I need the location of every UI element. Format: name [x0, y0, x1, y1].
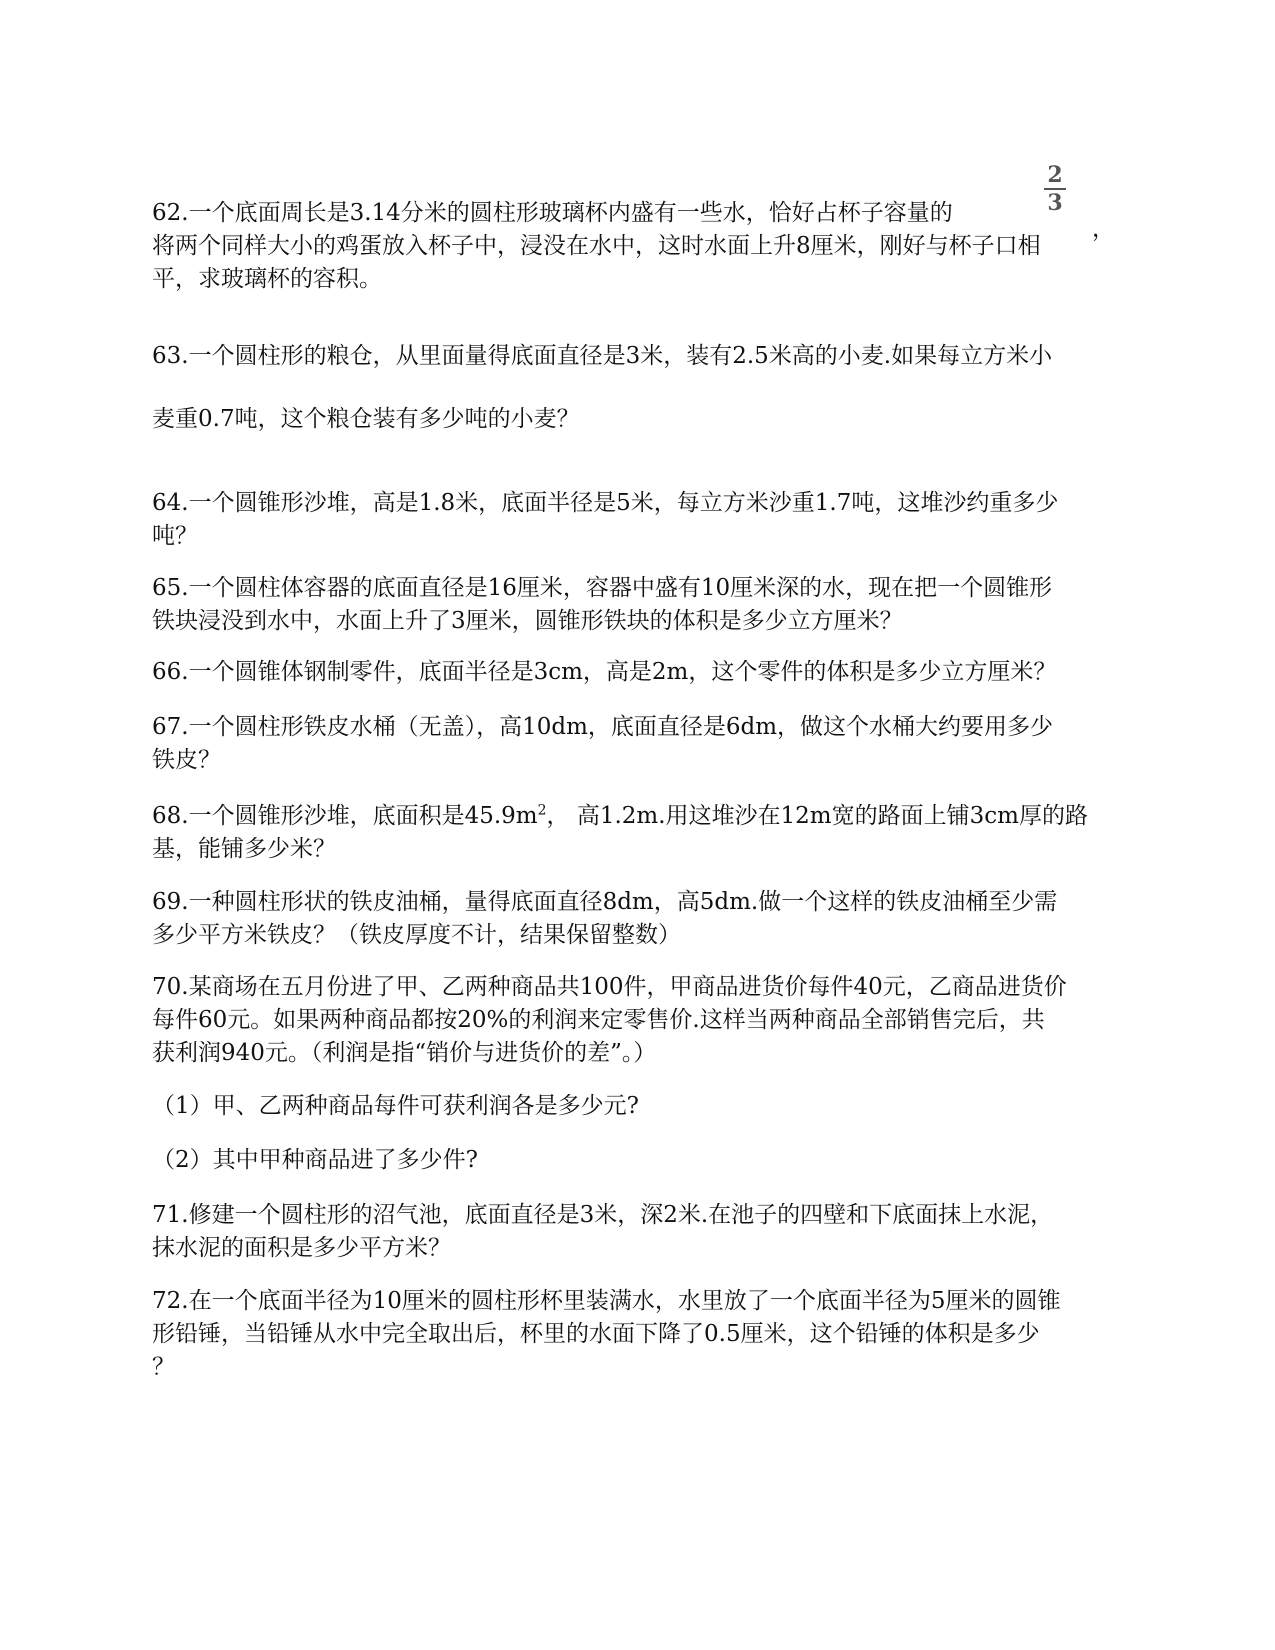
question-71-line-2: 抹水泥的面积是多少平方米？ [152, 1235, 451, 1261]
question-69 [152, 886, 1112, 952]
question-72-line-3: ？ [152, 1354, 175, 1380]
question-72-line-1: 72.在一个底面半径为10厘米的圆柱形杯里装满水，水里放了一个底面半径为5厘米的圆锥 [152, 1288, 1061, 1314]
question-68-line-2: 基，能铺多少米？ [152, 836, 336, 862]
question-71-line-1: 71.修建一个圆柱形的沼气池，底面直径是3米，深2米.在池子的四壁和下底面抹上水泥， [152, 1202, 1054, 1228]
superscript-two: 2 [537, 802, 547, 819]
question-69-line-1: 69.一种圆柱形状的铁皮油桶，量得底面直径8dm，高5dm.做一个这样的铁皮油桶至少需 [152, 889, 1058, 915]
question-65 [152, 572, 1112, 638]
question-66-line-1: 66.一个圆锥体钢制零件，底面半径是3cm，高是2m，这个零件的体积是多少立方厘米？ [152, 659, 1057, 685]
question-70-line-1: 70.某商场在五月份进了甲、乙两种商品共100件，甲商品进货价每件40元，乙商品进货价 [152, 974, 1067, 1000]
question-62-comma: ， [1092, 216, 1115, 242]
question-71 [152, 1199, 1112, 1265]
question-64-line-1: 64.一个圆锥形沙堆，高是1.8米，底面半径是5米，每立方米沙重1.7吨，这堆沙约重多少 [152, 490, 1059, 516]
question-67-line-2: 铁皮？ [152, 747, 221, 773]
question-70-line-2: 每件60元。如果两种商品都按20%的利润来定零售价.这样当两种商品全部销售完后，共 [152, 1007, 1045, 1033]
question-64-line-2: 吨？ [152, 523, 198, 549]
question-67 [152, 711, 1112, 777]
question-62 [152, 197, 1112, 296]
question-62-line-2: 将两个同样大小的鸡蛋放入杯子中，浸没在水中，这时水面上升8厘米，刚好与杯子口相 [152, 233, 1041, 259]
question-66 [152, 656, 1112, 689]
question-63-line-1: 63.一个圆柱形的粮仓，从里面量得底面直径是3米，装有2.5米高的小麦.如果每立方米小 [152, 343, 1053, 369]
question-65-line-2: 铁块浸没到水中，水面上升了3厘米，圆锥形铁块的体积是多少立方厘米？ [152, 608, 903, 634]
question-63-line-2: 麦重0.7吨，这个粮仓装有多少吨的小麦？ [152, 406, 580, 432]
question-72 [152, 1285, 1112, 1384]
fraction-numerator: 2 [1047, 162, 1063, 188]
question-68 [152, 800, 1112, 866]
question-64 [152, 487, 1112, 553]
question-68-line-1 [152, 800, 1112, 833]
question-70-line-3: 获利润940元。（利润是指“销价与进货价的差”。） [152, 1040, 657, 1066]
question-68-line-1-start: 68.一个圆锥形沙堆，底面积是45.9m [152, 803, 538, 829]
question-72-line-2: 形铅锤，当铅锤从水中完全取出后，杯里的水面下降了0.5厘米，这个铅锤的体积是多少 [152, 1321, 1040, 1347]
question-65-line-1: 65.一个圆柱体容器的底面直径是16厘米，容器中盛有10厘米深的水，现在把一个圆锥形 [152, 575, 1053, 601]
question-68-line-1-end: ， 高1.2m.用这堆沙在12m宽的路面上铺3cm厚的路 [546, 803, 1088, 829]
question-70-part-2: （2）其中甲种商品进了多少件? [152, 1147, 478, 1173]
fraction-denominator: 3 [1047, 190, 1063, 216]
question-70-part-1: （1）甲、乙两种商品每件可获利润各是多少元? [152, 1093, 639, 1119]
question-63 [152, 340, 1112, 436]
question-62-line-3: 平，求玻璃杯的容积。 [152, 266, 382, 292]
question-70 [152, 971, 1112, 1070]
question-62-line-1: 62.一个底面周长是3.14分米的圆柱形玻璃杯内盛有一些水，恰好占杯子容量的 [152, 200, 953, 226]
question-67-line-1: 67.一个圆柱形铁皮水桶（无盖），高10dm，底面直径是6dm，做这个水桶大约要用多少 [152, 714, 1054, 740]
question-69-line-2: 多少平方米铁皮？（铁皮厚度不计，结果保留整数） [152, 922, 681, 948]
